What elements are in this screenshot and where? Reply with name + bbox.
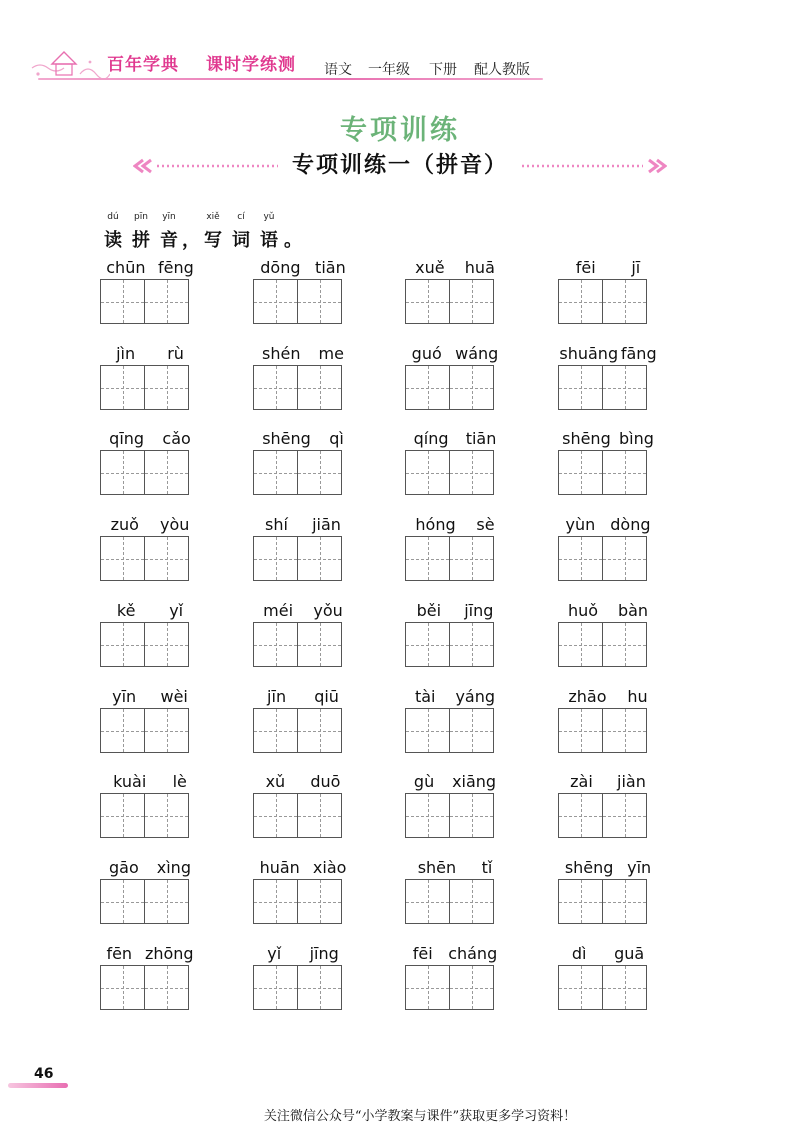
word-exercise (100, 942, 230, 1022)
tianzige-box[interactable] (100, 879, 145, 924)
syllable-pinyin: jìn (116, 343, 136, 363)
syllable-pinyin: yǐ (169, 600, 184, 620)
word-pinyin (558, 770, 658, 792)
word-pinyin (405, 770, 505, 792)
instruction-char (127, 212, 155, 252)
tianzige-box[interactable] (145, 365, 189, 410)
tianzige-box[interactable] (603, 965, 647, 1010)
word-pinyin (558, 685, 658, 707)
word-pinyin (405, 856, 505, 878)
word-exercise (100, 513, 230, 593)
syllable-pinyin: shēng (262, 428, 311, 448)
tianzige-box[interactable] (450, 793, 494, 838)
tianzige-box[interactable] (253, 879, 298, 924)
instruction-pinyin (279, 212, 307, 226)
syllable-pinyin: yòu (160, 514, 190, 534)
tianzige-box[interactable] (450, 536, 494, 581)
syllable-pinyin: me (318, 343, 344, 363)
writing-grid (253, 536, 342, 581)
syllable-pinyin: yǐ (267, 943, 282, 963)
right-arrow-decoration-icon (522, 158, 667, 174)
word-exercise (100, 599, 230, 679)
word-exercise (253, 427, 383, 507)
syllable-pinyin: huā (464, 257, 495, 277)
volume-label: 下册 (429, 62, 457, 78)
writing-grid (405, 536, 494, 581)
syllable-pinyin: jiàn (617, 771, 646, 791)
tianzige-box[interactable] (253, 622, 298, 667)
syllable-pinyin: jīn (267, 686, 287, 706)
tianzige-box[interactable] (253, 365, 298, 410)
tianzige-box[interactable] (100, 622, 145, 667)
syllable-pinyin: gāo (109, 857, 139, 877)
tianzige-box[interactable] (558, 879, 603, 924)
tianzige-box[interactable] (253, 450, 298, 495)
writing-grid (558, 879, 647, 924)
tianzige-box[interactable] (145, 622, 189, 667)
instruction-hanzi: 词 (232, 230, 250, 251)
syllable-pinyin: xìng (156, 857, 191, 877)
syllable-pinyin: sè (476, 514, 495, 534)
syllable-pinyin: wáng (455, 343, 499, 363)
syllable-pinyin: qì (329, 428, 344, 448)
tianzige-box[interactable] (253, 708, 298, 753)
tianzige-box[interactable] (145, 450, 189, 495)
syllable-pinyin: hu (627, 686, 648, 706)
syllable-pinyin: tiān (315, 257, 346, 277)
word-pinyin (100, 942, 200, 964)
tianzige-box[interactable] (298, 708, 342, 753)
writing-grid (405, 365, 494, 410)
tianzige-box[interactable] (100, 536, 145, 581)
writing-grid (558, 793, 647, 838)
word-exercise (253, 942, 383, 1022)
tianzige-box[interactable] (450, 879, 494, 924)
syllable-pinyin: fēi (575, 257, 596, 277)
syllable-pinyin: méi (263, 600, 294, 620)
writing-grid (558, 536, 647, 581)
instruction-pinyin: yīn (162, 212, 176, 222)
writing-grid (405, 708, 494, 753)
word-exercise (100, 770, 230, 850)
tianzige-box[interactable] (253, 793, 298, 838)
word-exercise (405, 513, 535, 593)
writing-grid (100, 536, 189, 581)
word-exercise (253, 685, 383, 765)
tianzige-box[interactable] (450, 965, 494, 1010)
syllable-pinyin: fēi (412, 943, 433, 963)
page-number-bar (8, 1083, 68, 1088)
word-pinyin (405, 427, 505, 449)
syllable-pinyin: chūn (106, 257, 146, 277)
word-pinyin (405, 256, 505, 278)
writing-grid (405, 622, 494, 667)
word-exercise (253, 770, 383, 850)
tianzige-box[interactable] (558, 365, 603, 410)
instruction-pinyin: yǔ (263, 212, 275, 222)
tianzige-box[interactable] (100, 708, 145, 753)
word-exercise (100, 685, 230, 765)
writing-grid (558, 365, 647, 410)
tianzige-box[interactable] (298, 879, 342, 924)
tianzige-box[interactable] (253, 536, 298, 581)
syllable-pinyin: bìng (618, 428, 654, 448)
syllable-pinyin: xiào (312, 857, 347, 877)
word-exercise (253, 256, 383, 336)
tianzige-box[interactable] (558, 536, 603, 581)
word-pinyin (253, 770, 353, 792)
tianzige-box[interactable] (405, 622, 450, 667)
writing-grid (100, 365, 189, 410)
edition-label: 配人教版 (474, 62, 530, 78)
word-exercise (558, 513, 688, 593)
syllable-pinyin: xiāng (452, 771, 497, 791)
word-exercise (405, 685, 535, 765)
writing-grid (558, 450, 647, 495)
tianzige-box[interactable] (145, 708, 189, 753)
writing-grid (405, 279, 494, 324)
syllable-pinyin: jiān (312, 514, 341, 534)
word-pinyin (100, 599, 200, 621)
syllable-pinyin: yīn (112, 686, 137, 706)
tianzige-box[interactable] (450, 450, 494, 495)
tianzige-box[interactable] (253, 965, 298, 1010)
word-pinyin (558, 599, 658, 621)
syllable-pinyin: guā (614, 943, 645, 963)
tianzige-box[interactable] (558, 965, 603, 1010)
tianzige-box[interactable] (298, 450, 342, 495)
syllable-pinyin: xuě (415, 257, 445, 277)
series-name: 课时学练测 (206, 55, 296, 75)
syllable-pinyin: shēn (417, 857, 457, 877)
word-exercise (558, 427, 688, 507)
word-pinyin (558, 513, 658, 535)
word-pinyin (100, 256, 200, 278)
subtitle: 专项训练一（拼音） (291, 153, 508, 178)
tianzige-box[interactable] (603, 536, 647, 581)
syllable-pinyin: wèi (160, 686, 188, 706)
tianzige-box[interactable] (145, 879, 189, 924)
tianzige-box[interactable] (558, 450, 603, 495)
syllable-pinyin: fēng (157, 257, 194, 277)
instruction-hanzi: 写 (204, 230, 222, 251)
syllable-pinyin: gù (413, 771, 435, 791)
tianzige-box[interactable] (298, 365, 342, 410)
tianzige-box[interactable] (100, 793, 145, 838)
syllable-pinyin: duō (310, 771, 341, 791)
tianzige-box[interactable] (405, 793, 450, 838)
word-exercise (558, 770, 688, 850)
word-exercise (405, 942, 535, 1022)
syllable-pinyin: fāng (620, 343, 657, 363)
syllable-pinyin: tiān (465, 428, 497, 448)
writing-grid (100, 279, 189, 324)
writing-grid (405, 965, 494, 1010)
word-exercise (558, 256, 688, 336)
writing-grid (100, 793, 189, 838)
writing-grid (100, 879, 189, 924)
tianzige-box[interactable] (603, 279, 647, 324)
instruction-hanzi: ， (182, 230, 200, 251)
syllable-pinyin: qīng (109, 428, 145, 448)
writing-grid (253, 450, 342, 495)
writing-grid (558, 708, 647, 753)
tianzige-box[interactable] (145, 279, 189, 324)
word-exercise (100, 256, 230, 336)
tianzige-box[interactable] (100, 365, 145, 410)
word-exercise (100, 427, 230, 507)
word-exercise (253, 599, 383, 679)
tianzige-box[interactable] (298, 279, 342, 324)
word-exercise (405, 342, 535, 422)
writing-grid (100, 708, 189, 753)
instruction-pinyin: dú (107, 212, 119, 222)
word-exercise (558, 856, 688, 936)
syllable-pinyin: zhāo (568, 686, 607, 706)
word-exercise (558, 685, 688, 765)
instruction-hanzi: 。 (284, 230, 302, 251)
page-header (0, 0, 800, 95)
writing-grid (253, 365, 342, 410)
brand-name: 百年学典 (107, 55, 179, 75)
syllable-pinyin: shēng (562, 428, 611, 448)
word-pinyin (253, 427, 353, 449)
tianzige-box[interactable] (603, 622, 647, 667)
writing-grid (405, 450, 494, 495)
word-exercise (405, 599, 535, 679)
tianzige-box[interactable] (405, 365, 450, 410)
syllable-pinyin: yǒu (313, 600, 343, 620)
tianzige-box[interactable] (603, 365, 647, 410)
word-pinyin (100, 427, 200, 449)
word-exercise (253, 856, 383, 936)
grade-label: 一年级 (368, 62, 410, 78)
word-pinyin (558, 256, 658, 278)
instruction-char (227, 212, 255, 252)
syllable-pinyin: qiū (314, 686, 339, 706)
subject-label: 语文 (324, 62, 352, 78)
syllable-pinyin: jīng (309, 943, 339, 963)
word-exercise (100, 342, 230, 422)
word-pinyin (405, 342, 505, 364)
tianzige-box[interactable] (298, 622, 342, 667)
tianzige-box[interactable] (558, 793, 603, 838)
word-pinyin (253, 513, 353, 535)
tianzige-box[interactable] (558, 708, 603, 753)
header-divider (38, 78, 543, 80)
word-pinyin (405, 599, 505, 621)
tianzige-box[interactable] (558, 622, 603, 667)
tianzige-box[interactable] (405, 965, 450, 1010)
instruction-pinyin: pīn (134, 212, 148, 222)
word-pinyin (253, 599, 353, 621)
tianzige-box[interactable] (145, 536, 189, 581)
syllable-pinyin: kě (116, 600, 136, 620)
syllable-pinyin: dì (571, 943, 587, 963)
word-pinyin (253, 942, 353, 964)
word-pinyin (405, 513, 505, 535)
writing-grid (253, 708, 342, 753)
tianzige-box[interactable] (405, 536, 450, 581)
word-pinyin (100, 856, 200, 878)
word-pinyin (253, 685, 353, 707)
tianzige-box[interactable] (145, 965, 189, 1010)
footer-note: 关注微信公众号“小学教案与课件”获取更多学习资料！ (263, 1109, 577, 1124)
word-pinyin (558, 856, 658, 878)
syllable-pinyin: yùn (565, 514, 596, 534)
writing-grid (253, 622, 342, 667)
word-exercise (100, 856, 230, 936)
tianzige-box[interactable] (298, 536, 342, 581)
syllable-pinyin: fēn (106, 943, 133, 963)
word-exercise (405, 256, 535, 336)
syllable-pinyin: yīn (627, 857, 652, 877)
subtitle-row (0, 148, 800, 184)
instruction-hanzi: 语 (260, 230, 278, 251)
syllable-pinyin: qíng (413, 428, 449, 448)
instruction-pinyin: xiě (206, 212, 220, 222)
tianzige-box[interactable] (450, 279, 494, 324)
writing-grid (405, 793, 494, 838)
syllable-pinyin: kuài (113, 771, 147, 791)
word-pinyin (100, 342, 200, 364)
syllable-pinyin: shēng (564, 857, 614, 877)
tianzige-box[interactable] (405, 279, 450, 324)
instruction-char (99, 212, 127, 252)
instruction-char (199, 212, 227, 252)
writing-grid (253, 279, 342, 324)
page-number: 46 (34, 1066, 54, 1082)
instruction-hanzi: 拼 (132, 230, 150, 251)
word-exercise (558, 599, 688, 679)
syllable-pinyin: rù (167, 343, 184, 363)
word-exercise (558, 942, 688, 1022)
tianzige-box[interactable] (298, 965, 342, 1010)
syllable-pinyin: jī (631, 257, 641, 277)
syllable-pinyin: yáng (455, 686, 496, 706)
house-icon (30, 44, 110, 80)
tianzige-box[interactable] (253, 279, 298, 324)
word-pinyin (253, 856, 353, 878)
instruction-pinyin: cí (237, 212, 245, 222)
instruction-char (279, 212, 307, 252)
word-pinyin (405, 942, 505, 964)
writing-grid (100, 450, 189, 495)
writing-grid (100, 622, 189, 667)
word-exercise (558, 342, 688, 422)
tianzige-box[interactable] (558, 279, 603, 324)
writing-grid (558, 622, 647, 667)
syllable-pinyin: hóng (415, 514, 456, 534)
writing-grid (253, 879, 342, 924)
word-pinyin (253, 256, 353, 278)
syllable-pinyin: zhōng (144, 943, 194, 963)
tianzige-box[interactable] (100, 965, 145, 1010)
syllable-pinyin: guó (411, 343, 442, 363)
syllable-pinyin: cháng (448, 943, 498, 963)
writing-grid (558, 279, 647, 324)
tianzige-box[interactable] (100, 279, 145, 324)
syllable-pinyin: lè (172, 771, 187, 791)
tianzige-box[interactable] (298, 793, 342, 838)
syllable-pinyin: huǒ (567, 600, 599, 620)
tianzige-box[interactable] (145, 793, 189, 838)
tianzige-box[interactable] (450, 708, 494, 753)
syllable-pinyin: huān (259, 857, 300, 877)
word-exercise (253, 513, 383, 593)
instruction-hanzi: 音 (160, 230, 178, 251)
tianzige-box[interactable] (603, 793, 647, 838)
writing-grid (405, 879, 494, 924)
syllable-pinyin: shuāng (559, 343, 619, 363)
syllable-pinyin: zuǒ (110, 514, 139, 534)
syllable-pinyin: běi (416, 600, 442, 620)
word-pinyin (405, 685, 505, 707)
syllable-pinyin: xǔ (265, 771, 286, 791)
word-pinyin (558, 342, 658, 364)
tianzige-box[interactable] (405, 879, 450, 924)
word-pinyin (100, 685, 200, 707)
writing-grid (100, 965, 189, 1010)
writing-grid (558, 965, 647, 1010)
tianzige-box[interactable] (450, 622, 494, 667)
tianzige-box[interactable] (450, 365, 494, 410)
instruction-hanzi: 读 (104, 230, 122, 251)
syllable-pinyin: dōng (260, 257, 301, 277)
tianzige-box[interactable] (100, 450, 145, 495)
word-exercise (405, 427, 535, 507)
word-pinyin (558, 942, 658, 964)
word-exercise (405, 856, 535, 936)
syllable-pinyin: dòng (610, 514, 651, 534)
tianzige-box[interactable] (405, 708, 450, 753)
tianzige-box[interactable] (603, 708, 647, 753)
syllable-pinyin: jīng (464, 600, 494, 620)
writing-grid (253, 793, 342, 838)
syllable-pinyin: shí (265, 514, 288, 534)
tianzige-box[interactable] (603, 879, 647, 924)
syllable-pinyin: shén (262, 343, 301, 363)
syllable-pinyin: zài (570, 771, 593, 791)
syllable-pinyin: tǐ (481, 857, 493, 877)
syllable-pinyin: tài (414, 686, 436, 706)
tianzige-box[interactable] (603, 450, 647, 495)
word-pinyin (558, 427, 658, 449)
word-pinyin (100, 513, 200, 535)
word-pinyin (253, 342, 353, 364)
word-exercise (253, 342, 383, 422)
writing-grid (253, 965, 342, 1010)
section-title: 专项训练 (340, 115, 460, 146)
syllable-pinyin: bàn (617, 600, 649, 620)
syllable-pinyin: cǎo (162, 428, 191, 448)
tianzige-box[interactable] (405, 450, 450, 495)
word-pinyin (100, 770, 200, 792)
word-exercise (405, 770, 535, 850)
